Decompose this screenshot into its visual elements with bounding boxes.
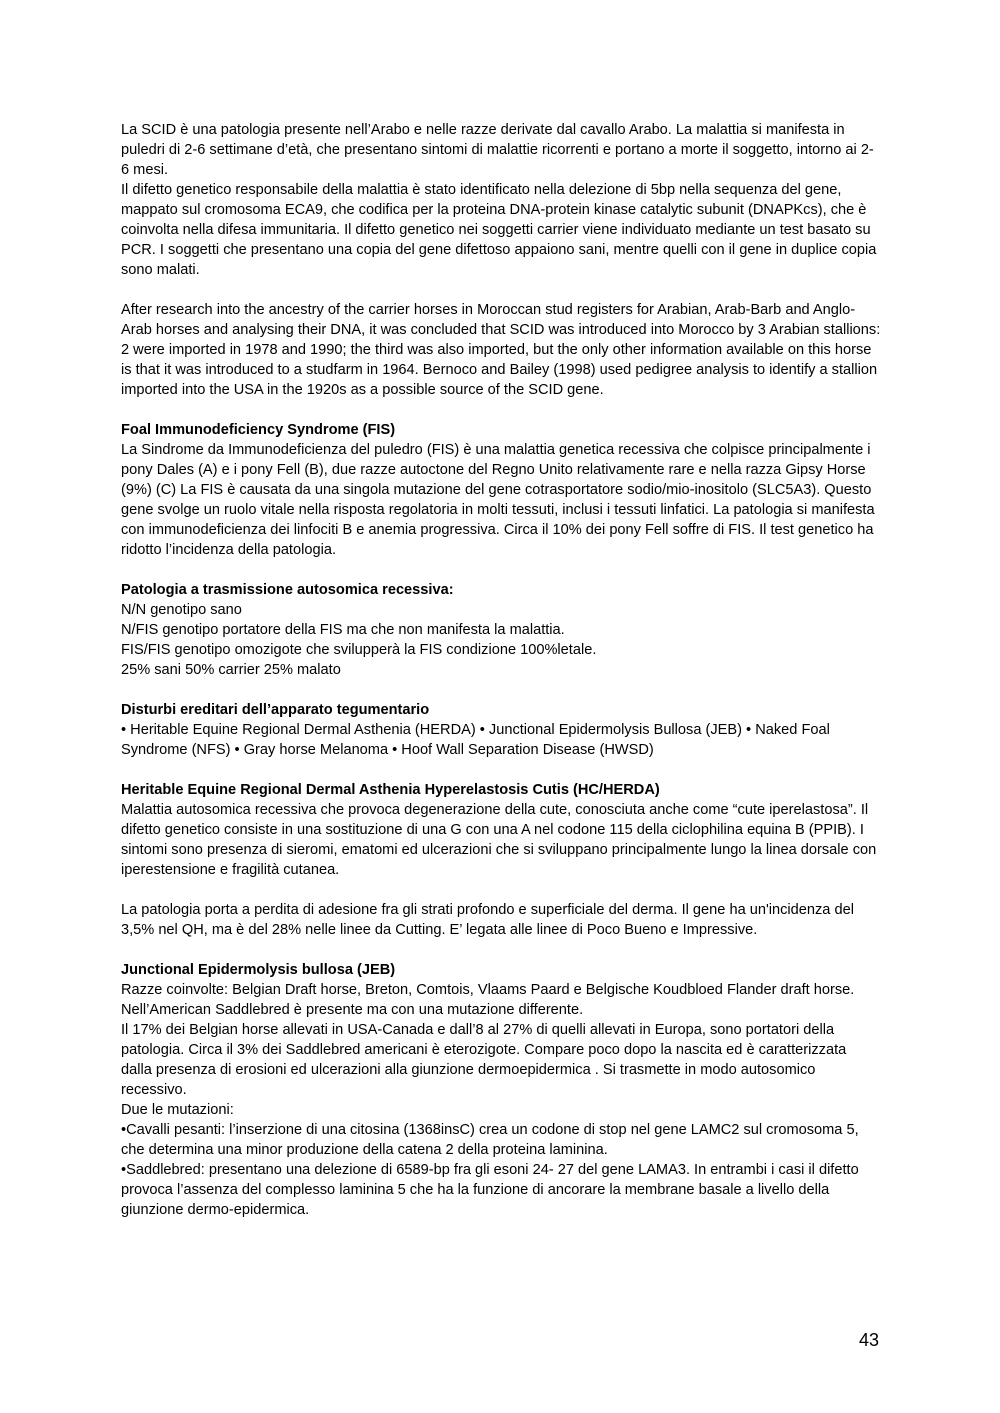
paragraph: •Cavalli pesanti: l’inserzione di una citosina (1368insC) crea un codone di stop nel gene LAMC2 sul cromosoma 5, che determina una minor produzione della catena 2 della proteina laminina. xyxy=(121,1122,859,1158)
section-heading: Heritable Equine Regional Dermal Asthenia Hyperelastosis Cutis (HC/HERDA) xyxy=(121,782,660,798)
section-heading: Junctional Epidermolysis bullosa (JEB) xyxy=(121,962,396,978)
list-line: FIS/FIS genotipo omozigote che svilupperà la FIS condizione 100%letale. xyxy=(121,642,597,658)
list-line: 25% sani 50% carrier 25% malato xyxy=(121,662,341,678)
section-heading: Patologia a trasmissione autosomica recessiva: xyxy=(121,582,454,598)
paragraph: Malattia autosomica recessiva che provoca degenerazione della cute, conosciuta anche come “cute iperelastosa”. Il difetto genetico consiste in una sostituzione di una G con una A nel codone 115 della ciclophilina equina B (PPIB). I sintomi sono presenza di sieromi, ematomi ed ulcerazioni che si sviluppano principalmente lungo la linea dorsale con iperestensione e fragilità cutanea. xyxy=(121,802,877,878)
paragraph: • Heritable Equine Regional Dermal Asthenia (HERDA) • Junctional Epidermolysis Bullosa (JEB) • Naked Foal Syndrome (NFS) • Gray horse Melanoma • Hoof Wall Separation Disease (HWSD) xyxy=(121,722,830,758)
paragraph-gap xyxy=(121,680,881,700)
paragraph: After research into the ancestry of the carrier horses in Moroccan stud registers for Arabian, Arab-Barb and Anglo-Arab horses and analysing their DNA, it was concluded that SCID was introduced into Morocco by 3 Arabian stallions: 2 were imported in 1978 and 1990; the third was also imported, but the only other information available on this horse is that it was introduced to a studfarm in 1964. Bernoco and Bailey (1998) used pedigree analysis to identify a stallion imported into the USA in the 1920s as a possible source of the SCID gene. xyxy=(121,302,881,398)
paragraph: La Sindrome da Immunodeficienza del puledro (FIS) è una malattia genetica recessiva che colpisce principalmente i pony Dales (A) e i pony Fell (B), due razze autoctone del Regno Unito relativamente rare e nella razza Gipsy Horse (9%) (C) La FIS è causata da una singola mutazione del gene cotrasportatore sodio/mio-inositolo (SLC5A3). Questo gene svolge un ruolo vitale nella risposta regolatoria in molti tessuti, inclusi i tessuti linfatici. La patologia si manifesta con immunodeficienza dei linfociti B e anemia progressiva. Circa il 10% dei pony Fell soffre di FIS. Il test genetico ha ridotto l’incidenza della patologia. xyxy=(121,442,875,558)
paragraph: Razze coinvolte: Belgian Draft horse, Breton, Comtois, Vlaams Paard e Belgische Koudbloed Flander draft horse. Nell’American Saddlebred è presente ma con una mutazione differente. xyxy=(121,982,855,1018)
paragraph-gap xyxy=(121,280,881,300)
paragraph: La patologia porta a perdita di adesione fra gli strati profondo e superficiale del derma. Il gene ha un'incidenza del 3,5% nel QH, ma è del 28% nelle linee da Cutting. E’ legata alle linee di Poco Bueno e Impressive. xyxy=(121,902,854,938)
document-body xyxy=(121,120,881,1220)
section-heading: Foal Immunodeficiency Syndrome (FIS) xyxy=(121,422,396,438)
paragraph-gap xyxy=(121,400,881,420)
paragraph: Due le mutazioni: xyxy=(121,1102,234,1118)
paragraph: La SCID è una patologia presente nell’Arabo e nelle razze derivate dal cavallo Arabo. La malattia si manifesta in puledri di 2-6 settimane d’età, che presentano sintomi di malattie ricorrenti e portano a morte il soggetto, intorno ai 2-6 mesi. xyxy=(121,122,874,178)
list-line: N/FIS genotipo portatore della FIS ma che non manifesta la malattia. xyxy=(121,622,565,638)
page-number: 43 xyxy=(858,1330,879,1350)
paragraph-gap xyxy=(121,880,881,900)
paragraph: Il difetto genetico responsabile della malattia è stato identificato nella delezione di 5bp nella sequenza del gene, mappato sul cromosoma ECA9, che codifica per la proteina DNA-protein kinase catalytic subunit (DNAPKcs), che è coinvolta nella difesa immunitaria. Il difetto genetico nei soggetti carrier viene individuato mediante un test basato su PCR. I soggetti che presentano una copia del gene difettoso appaiono sani, mentre quelli con il gene in duplice copia sono malati. xyxy=(121,182,877,278)
paragraph-gap xyxy=(121,760,881,780)
section-heading: Disturbi ereditari dell’apparato tegumentario xyxy=(121,702,430,718)
paragraph: Il 17% dei Belgian horse allevati in USA-Canada e dall’8 al 27% di quelli allevati in Europa, sono portatori della patologia. Circa il 3% dei Saddlebred americani è eterozigote. Compare poco dopo la nascita ed è caratterizzata dalla presenza di erosioni ed ulcerazioni alla giunzione dermoepidermica . Si trasmette in modo autosomico recessivo. xyxy=(121,1022,847,1098)
list-line: N/N genotipo sano xyxy=(121,602,242,618)
paragraph: •Saddlebred: presentano una delezione di 6589-bp fra gli esoni 24- 27 del gene LAMA3. In entrambi i casi il difetto provoca l’assenza del complesso laminina 5 che ha la funzione di ancorare la membrane basale a livello della giunzione dermo-epidermica. xyxy=(121,1162,859,1218)
paragraph-gap xyxy=(121,940,881,960)
paragraph-gap xyxy=(121,560,881,580)
